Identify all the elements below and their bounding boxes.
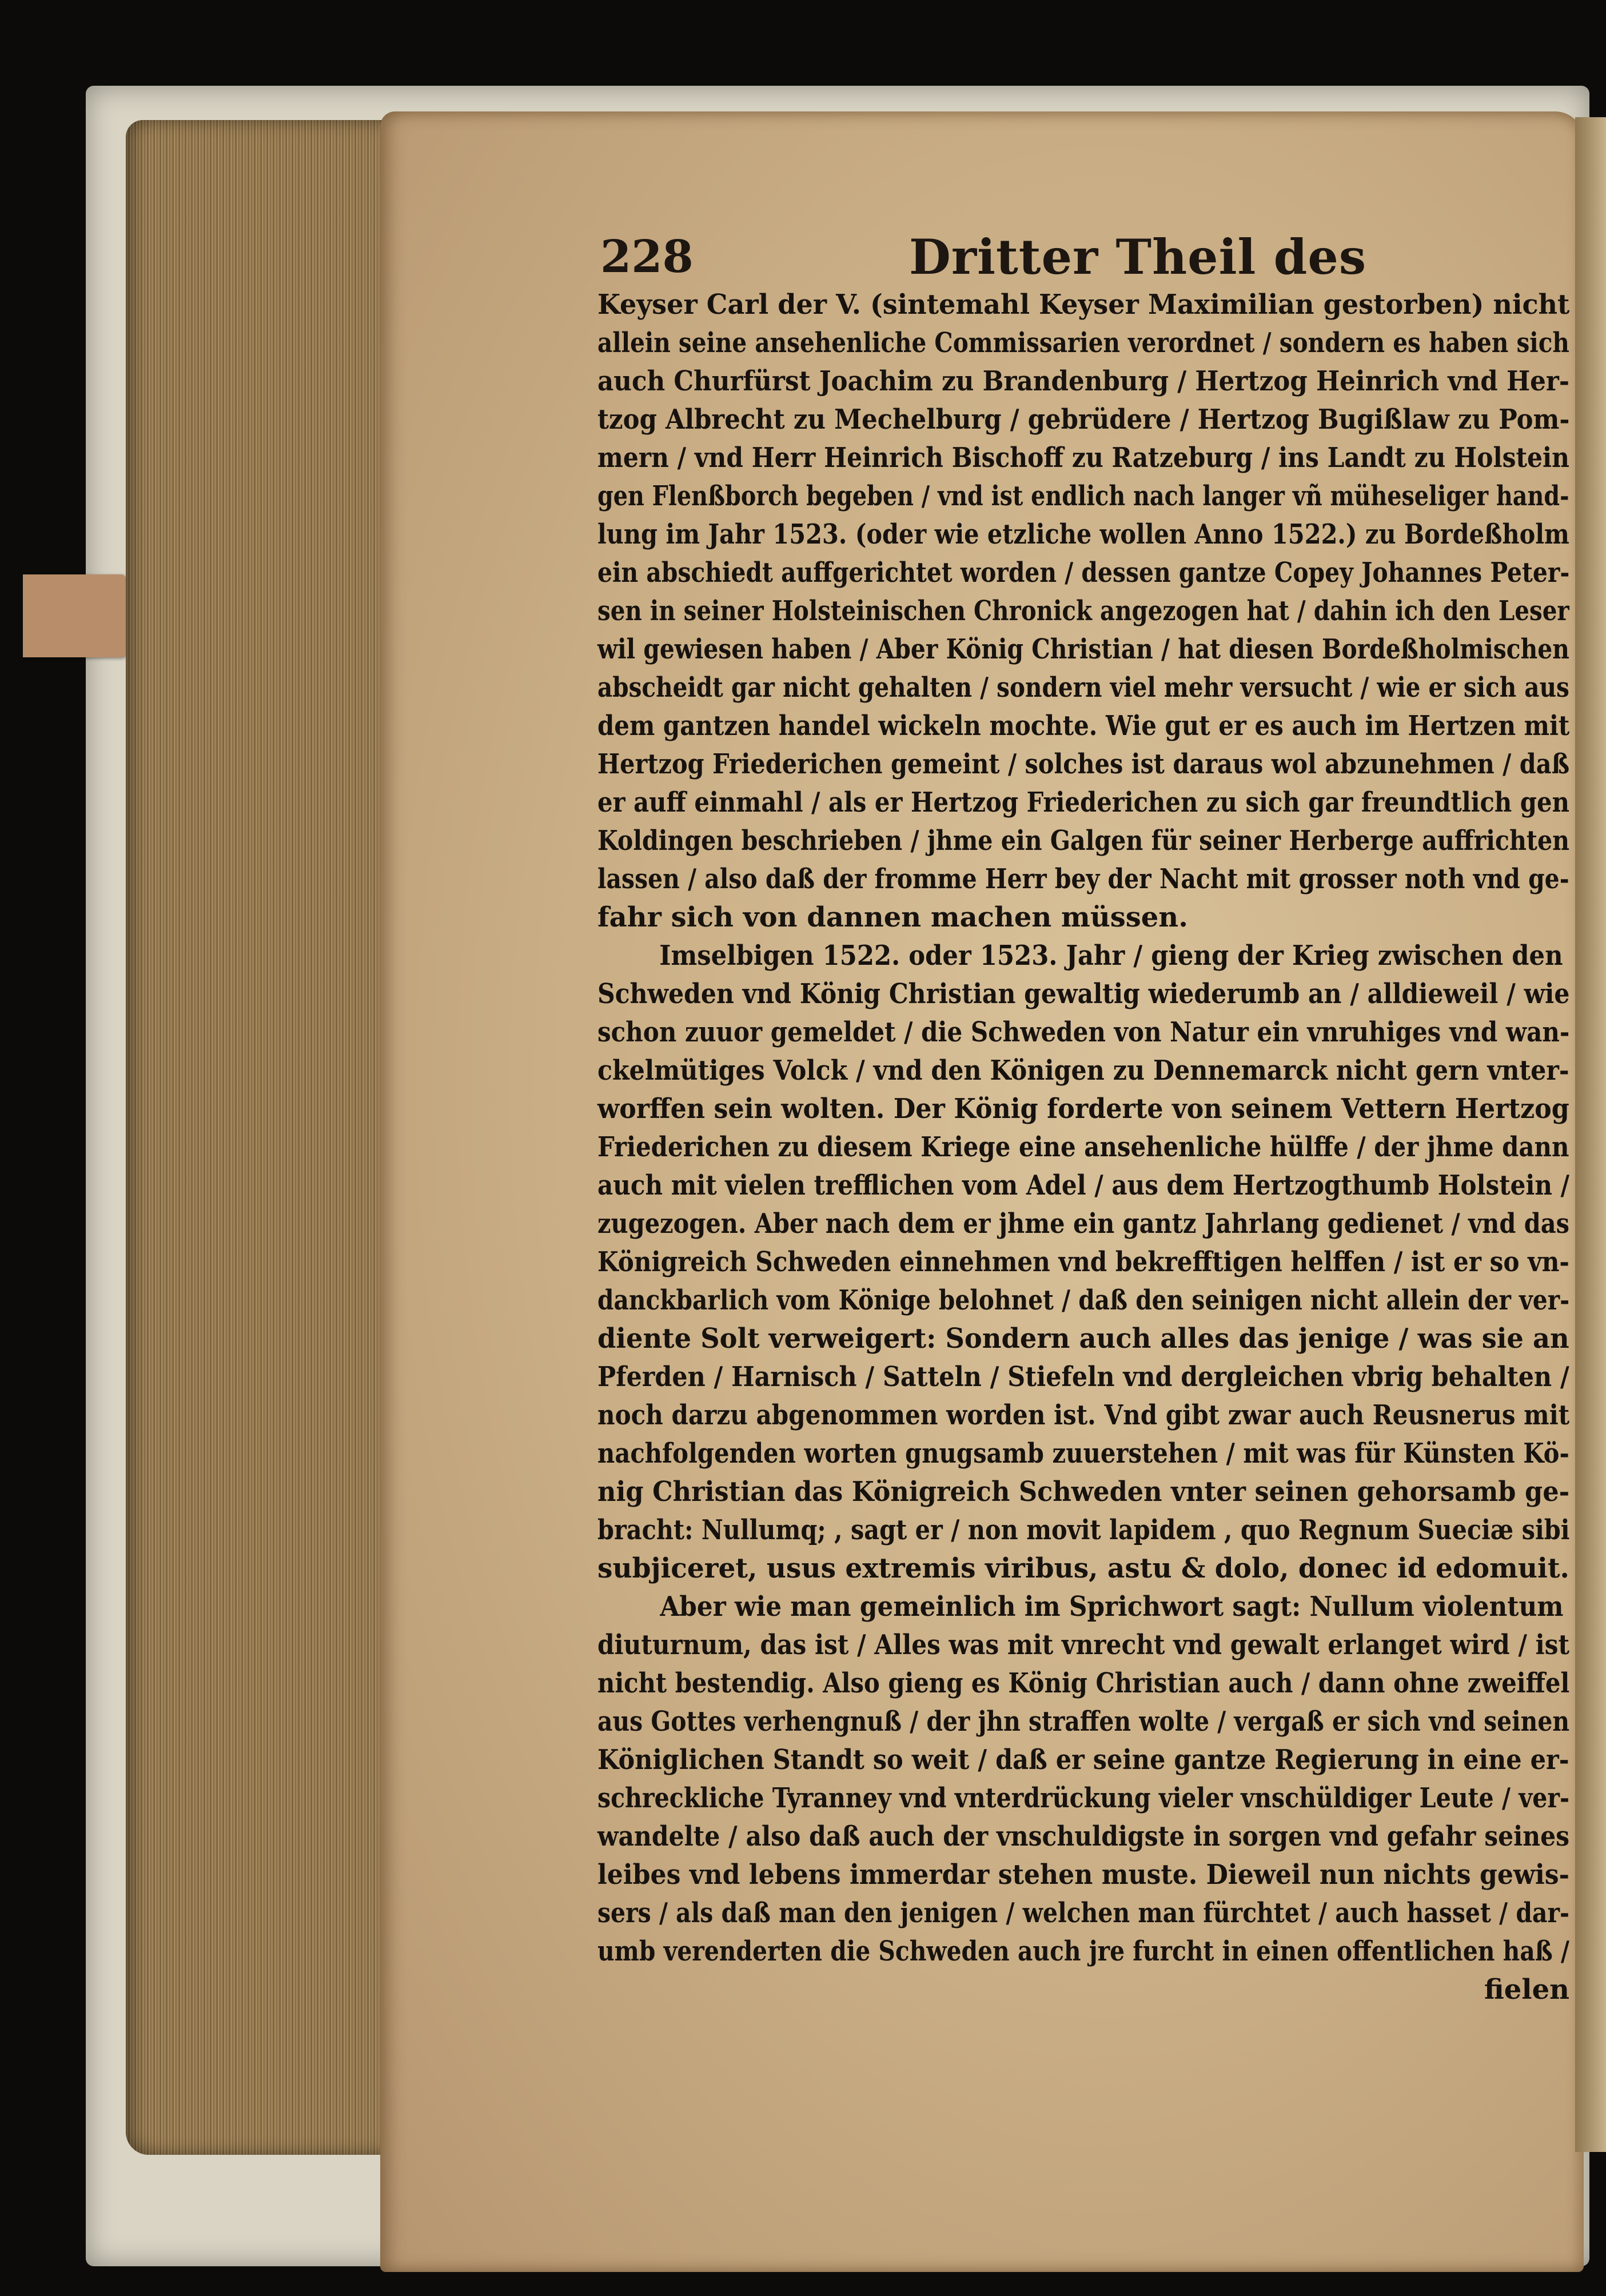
text-line: Königlichen Standt so weit / daß er seine gantze Regierung in eine er-	[597, 1744, 1569, 1776]
text-line: wil gewiesen haben / Aber König Christian / hat diesen Bordeßholmischen	[597, 633, 1569, 665]
text-line: sen in seiner Holsteinischen Chronick angezogen hat / dahin ich den Leser	[597, 595, 1569, 627]
facing-page-edge	[1575, 117, 1606, 2152]
body-text	[597, 286, 1569, 2009]
text-line: er auff einmahl / als er Hertzog Friederichen zu sich gar freundtlich gen	[597, 786, 1569, 818]
page-edges	[126, 120, 400, 2155]
text-line: diuturnum, das ist / Alles was mit vnrecht vnd gewalt erlanget wird / ist	[597, 1629, 1569, 1661]
text-line: nicht bestendig. Also gieng es König Christian auch / dann ohne zweiffel	[597, 1667, 1570, 1699]
text-line: zugezogen. Aber nach dem er jhme ein gantz Jahrlang gedienet / vnd das	[597, 1208, 1570, 1240]
text-line: ckelmütiges Volck / vnd den Königen zu Dennemarck nicht gern vnter-	[597, 1055, 1569, 1087]
text-line: fahr sich von dannen machen müssen.	[597, 901, 1188, 933]
text-line: umb verenderten die Schweden auch jre furcht in einen offentlichen haß /	[597, 1935, 1569, 1967]
text-line: gen Flenßborch begeben / vnd ist endlich nach langer vñ müheseliger hand-	[597, 480, 1569, 512]
text-line: bracht: Nullumq; , sagt er / non movit lapidem , quo Regnum Sueciæ sibi	[597, 1514, 1570, 1546]
text-line: lung im Jahr 1523. (oder wie etzliche wollen Anno 1522.) zu Bordeßholm	[597, 518, 1569, 550]
text-line: noch darzu abgenommen worden ist. Vnd gibt zwar auch Reusnerus mit	[597, 1399, 1570, 1431]
text-line: allein seine ansehenliche Commissarien verordnet / sondern es haben sich	[597, 327, 1569, 359]
text-line: subjiceret, usus extremis viribus, astu & dolo, donec id edomuit.	[597, 1552, 1569, 1584]
text-line: Schweden vnd König Christian gewaltig wiederumb an / alldieweil / wie	[597, 978, 1570, 1010]
text-line: danckbarlich vom Könige belohnet / daß den seinigen nicht allein der ver-	[597, 1284, 1570, 1316]
catchword: fielen	[1484, 1974, 1569, 2006]
text-line: nig Christian das Königreich Schweden vnter seinen gehorsamb ge-	[597, 1476, 1570, 1508]
text-line: tzog Albrecht zu Mechelburg / gebrüdere / Hertzog Bugißlaw zu Pom-	[597, 404, 1570, 436]
text-line: nachfolgenden worten gnugsamb zuuerstehen / mit was für Künsten Kö-	[597, 1438, 1569, 1470]
text-line: mern / vnd Herr Heinrich Bischoff zu Ratzeburg / ins Landt zu Holstein	[597, 442, 1569, 474]
text-line: abscheidt gar nicht gehalten / sondern viel mehr versucht / wie er sich aus	[597, 672, 1569, 704]
text-line: sers / als daß man den jenigen / welchen man fürchtet / auch hasset / dar-	[597, 1897, 1570, 1929]
text-line: auch mit vielen trefflichen vom Adel / aus dem Hertzogthumb Holstein /	[597, 1169, 1570, 1201]
text-line: schreckliche Tyranney vnd vnterdrückung vieler vnschüldiger Leute / ver-	[597, 1782, 1570, 1814]
text-line: Keyser Carl der V. (sintemahl Keyser Maximilian gestorben) nicht	[597, 289, 1570, 321]
text-line: aus Gottes verhengnuß / der jhn straffen wolte / vergaß er sich vnd seinen	[597, 1706, 1570, 1738]
text-line: wandelte / also daß auch der vnschuldigste in sorgen vnd gefahr seines	[597, 1820, 1570, 1852]
text-line: ein abschiedt auffgerichtet worden / dessen gantze Copey Johannes Peter-	[597, 557, 1570, 589]
text-line: lassen / also daß der fromme Herr bey der Nacht mit grosser noth vnd ge-	[597, 863, 1569, 895]
page-header	[600, 226, 1572, 289]
text-line: Pferden / Harnisch / Satteln / Stiefeln vnd dergleichen vbrig behalten /	[597, 1361, 1569, 1393]
paragraph-start: Imselbigen 1522. oder 1523. Jahr / gieng der Krieg zwischen den	[659, 940, 1563, 972]
paragraph-start: Aber wie man gemeinlich im Sprichwort sagt: Nullum violentum	[660, 1591, 1564, 1623]
text-line: worffen sein wolten. Der König forderte von seinem Vettern Hertzog	[597, 1093, 1569, 1125]
bookmark-tab	[23, 574, 126, 657]
text-line: diente Solt verweigert: Sondern auch alles das jenige / was sie an	[597, 1323, 1569, 1355]
text-line: Koldingen beschrieben / jhme ein Galgen für seiner Herberge auffrichten	[597, 825, 1570, 857]
text-line: Friederichen zu diesem Kriege eine ansehenliche hülffe / der jhme dann	[597, 1131, 1569, 1163]
text-line: Hertzog Friederichen gemeint / solches ist daraus wol abzunehmen / daß	[597, 748, 1570, 780]
text-line: auch Churfürst Joachim zu Brandenburg / Hertzog Heinrich vnd Her-	[597, 365, 1569, 397]
text-line: Königreich Schweden einnehmen vnd bekrefftigen helffen / ist er so vn-	[597, 1246, 1569, 1278]
text-line: schon zuuor gemeldet / die Schweden von Natur ein vnruhiges vnd wan-	[597, 1016, 1570, 1048]
page-number: 228	[600, 231, 694, 283]
text-line: leibes vnd lebens immerdar stehen muste. Dieweil nun nichts gewis-	[597, 1859, 1569, 1891]
text-line: dem gantzen handel wickeln mochte. Wie gut er es auch im Hertzen mit	[597, 710, 1570, 742]
running-title: Dritter Theil des	[909, 229, 1367, 285]
